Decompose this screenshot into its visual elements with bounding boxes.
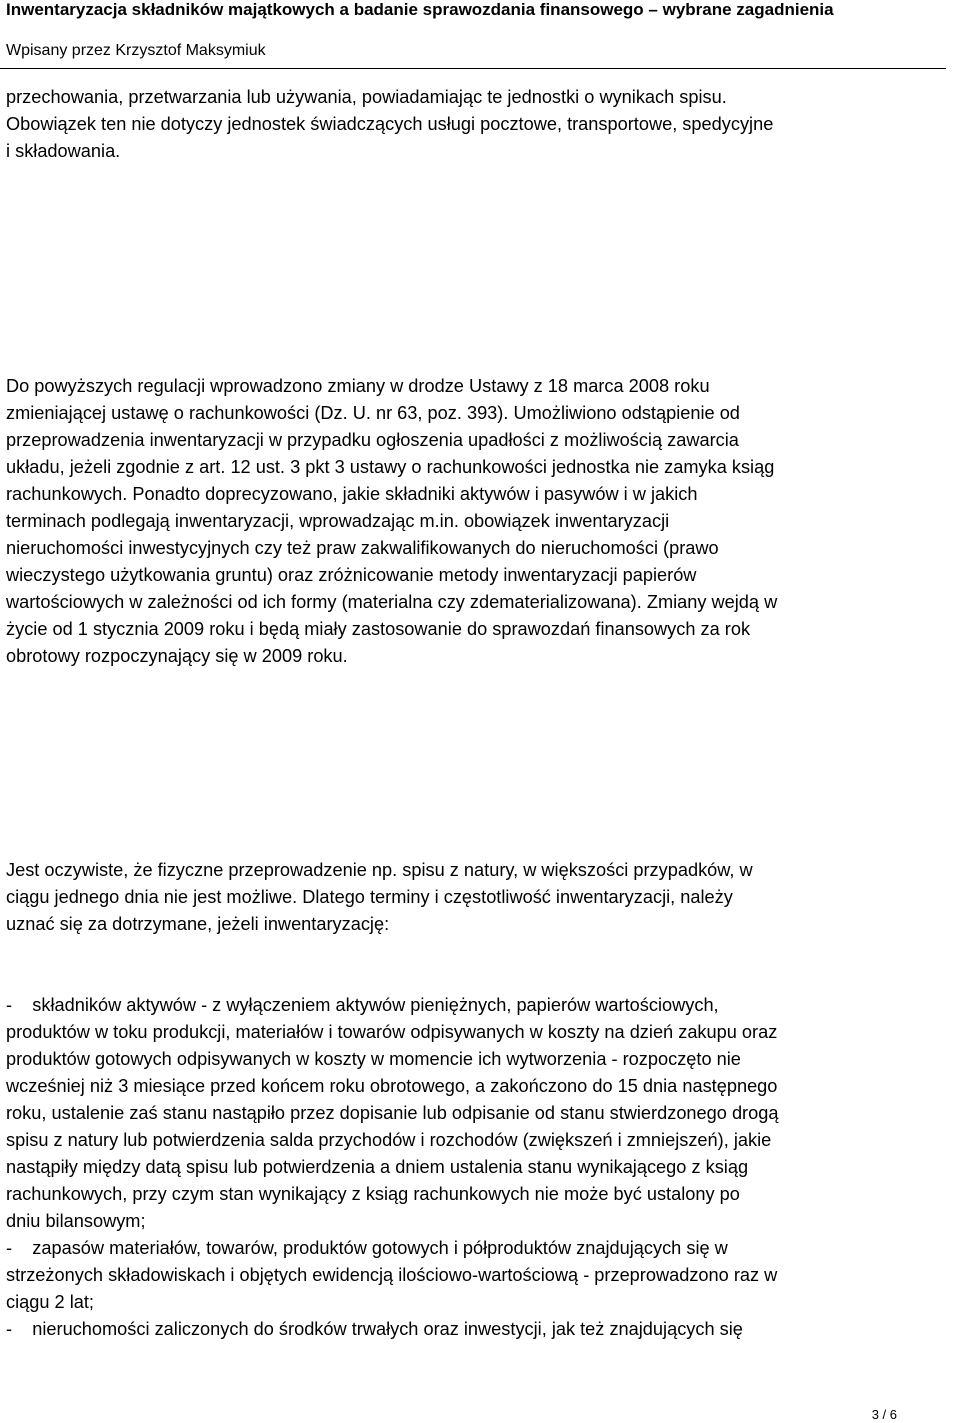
text-line: wcześniej niż 3 miesiące przed końcem roku obrotowego, a zakończono do 15 dnia następnego [6,1076,778,1096]
text-line: Jest oczywiste, że fizyczne przeprowadzenie np. spisu z natury, w większości przypadków, w [6,860,753,880]
document-author: Wpisany przez Krzysztof Maksymiuk [6,42,266,59]
text-line: i składowania. [6,141,121,161]
list-item-text: - składników aktywów - z wyłączeniem aktywów pieniężnych, papierów wartościowych, [6,995,719,1015]
text-line: terminach podlegają inwentaryzacji, wprowadzając m.in. obowiązek inwentaryzacji [6,511,670,531]
text-line: Do powyższych regulacji wprowadzono zmiany w drodze Ustawy z 18 marca 2008 roku [6,376,710,396]
text-line: Obowiązek ten nie dotyczy jednostek świadczących usługi pocztowe, transportowe, spedycyjne [6,114,774,134]
text-line: rachunkowych. Ponadto doprecyzowano, jakie składniki aktywów i pasywów i w jakich [6,484,698,504]
text-line: dniu bilansowym; [6,1211,146,1231]
text-line: spisu z natury lub potwierdzenia salda przychodów i rozchodów (zwiększeń i zmniejszeń), jakie [6,1130,772,1150]
document-title: Inwentaryzacja składników majątkowych a badanie sprawozdania finansowego – wybrane zagadnienia [6,0,834,19]
text-line: ciągu 2 lat; [6,1292,94,1312]
list-item-text: - nieruchomości zaliczonych do środków trwałych oraz inwestycji, jak też znajdujących się [6,1319,743,1339]
text-line: zmieniającej ustawę o rachunkowości (Dz. U. nr 63, poz. 393). Umożliwiono odstąpienie od [6,403,740,423]
text-line: uznać się za dotrzymane, jeżeli inwentaryzację: [6,914,390,934]
text-line: strzeżonych składowiskach i objętych ewidencją ilościowo-wartościową - przeprowadzono raz w [6,1265,778,1285]
text-line: produktów gotowych odpisywanych w koszty w momencie ich wytworzenia - rozpoczęto nie [6,1049,741,1069]
text-line: roku, ustalenie zaś stanu nastąpiło przez dopisanie lub odpisanie od stanu stwierdzonego drogą [6,1103,779,1123]
list-item-text: - zapasów materiałów, towarów, produktów gotowych i półproduktów znajdujących się w [6,1238,728,1258]
text-line: nieruchomości inwestycyjnych czy też praw zakwalifikowanych do nieruchomości (prawo [6,538,719,558]
text-line: produktów w toku produkcji, materiałów i towarów odpisywanych w koszty na dzień zakupu oraz [6,1022,778,1042]
text-line: życie od 1 stycznia 2009 roku i będą miały zastosowanie do sprawozdań finansowych za rok [6,619,751,639]
page-header [0,0,960,70]
text-line: przechowania, przetwarzania lub używania, powiadamiając te jednostki o wynikach spisu. [6,87,727,107]
paragraph-regulation-changes [6,373,946,670]
text-line: przeprowadzenia inwentaryzacji w przypadku ogłoszenia upadłości z możliwością zawarcia [6,430,739,450]
paragraph-storage-notice [6,84,946,165]
text-line: wieczystego użytkowania gruntu) oraz zróżnicowanie metody inwentaryzacji papierów [6,565,697,585]
paragraph-inventory-list [6,992,946,1343]
text-line: układu, jeżeli zgodnie z art. 12 ust. 3 pkt 3 ustawy o rachunkowości jednostka nie zamyka ksiąg [6,457,775,477]
text-line: ciągu jednego dnia nie jest możliwe. Dlatego terminy i częstotliwość inwentaryzacji, należy [6,887,733,907]
page-number: 3 / 6 [871,1407,897,1422]
text-line: wartościowych w zależności od ich formy (materialna czy zdematerializowana). Zmiany wejdą w [6,592,778,612]
text-line: nastąpiły między datą spisu lub potwierdzenia a dniem ustalenia stanu wynikającego z ksiąg [6,1157,749,1177]
text-line: rachunkowych, przy czym stan wynikający z ksiąg rachunkowych nie może być ustalony po [6,1184,740,1204]
header-divider [0,68,946,69]
text-line: obrotowy rozpoczynający się w 2009 roku. [6,646,348,666]
paragraph-inventory-deadlines [6,857,946,938]
